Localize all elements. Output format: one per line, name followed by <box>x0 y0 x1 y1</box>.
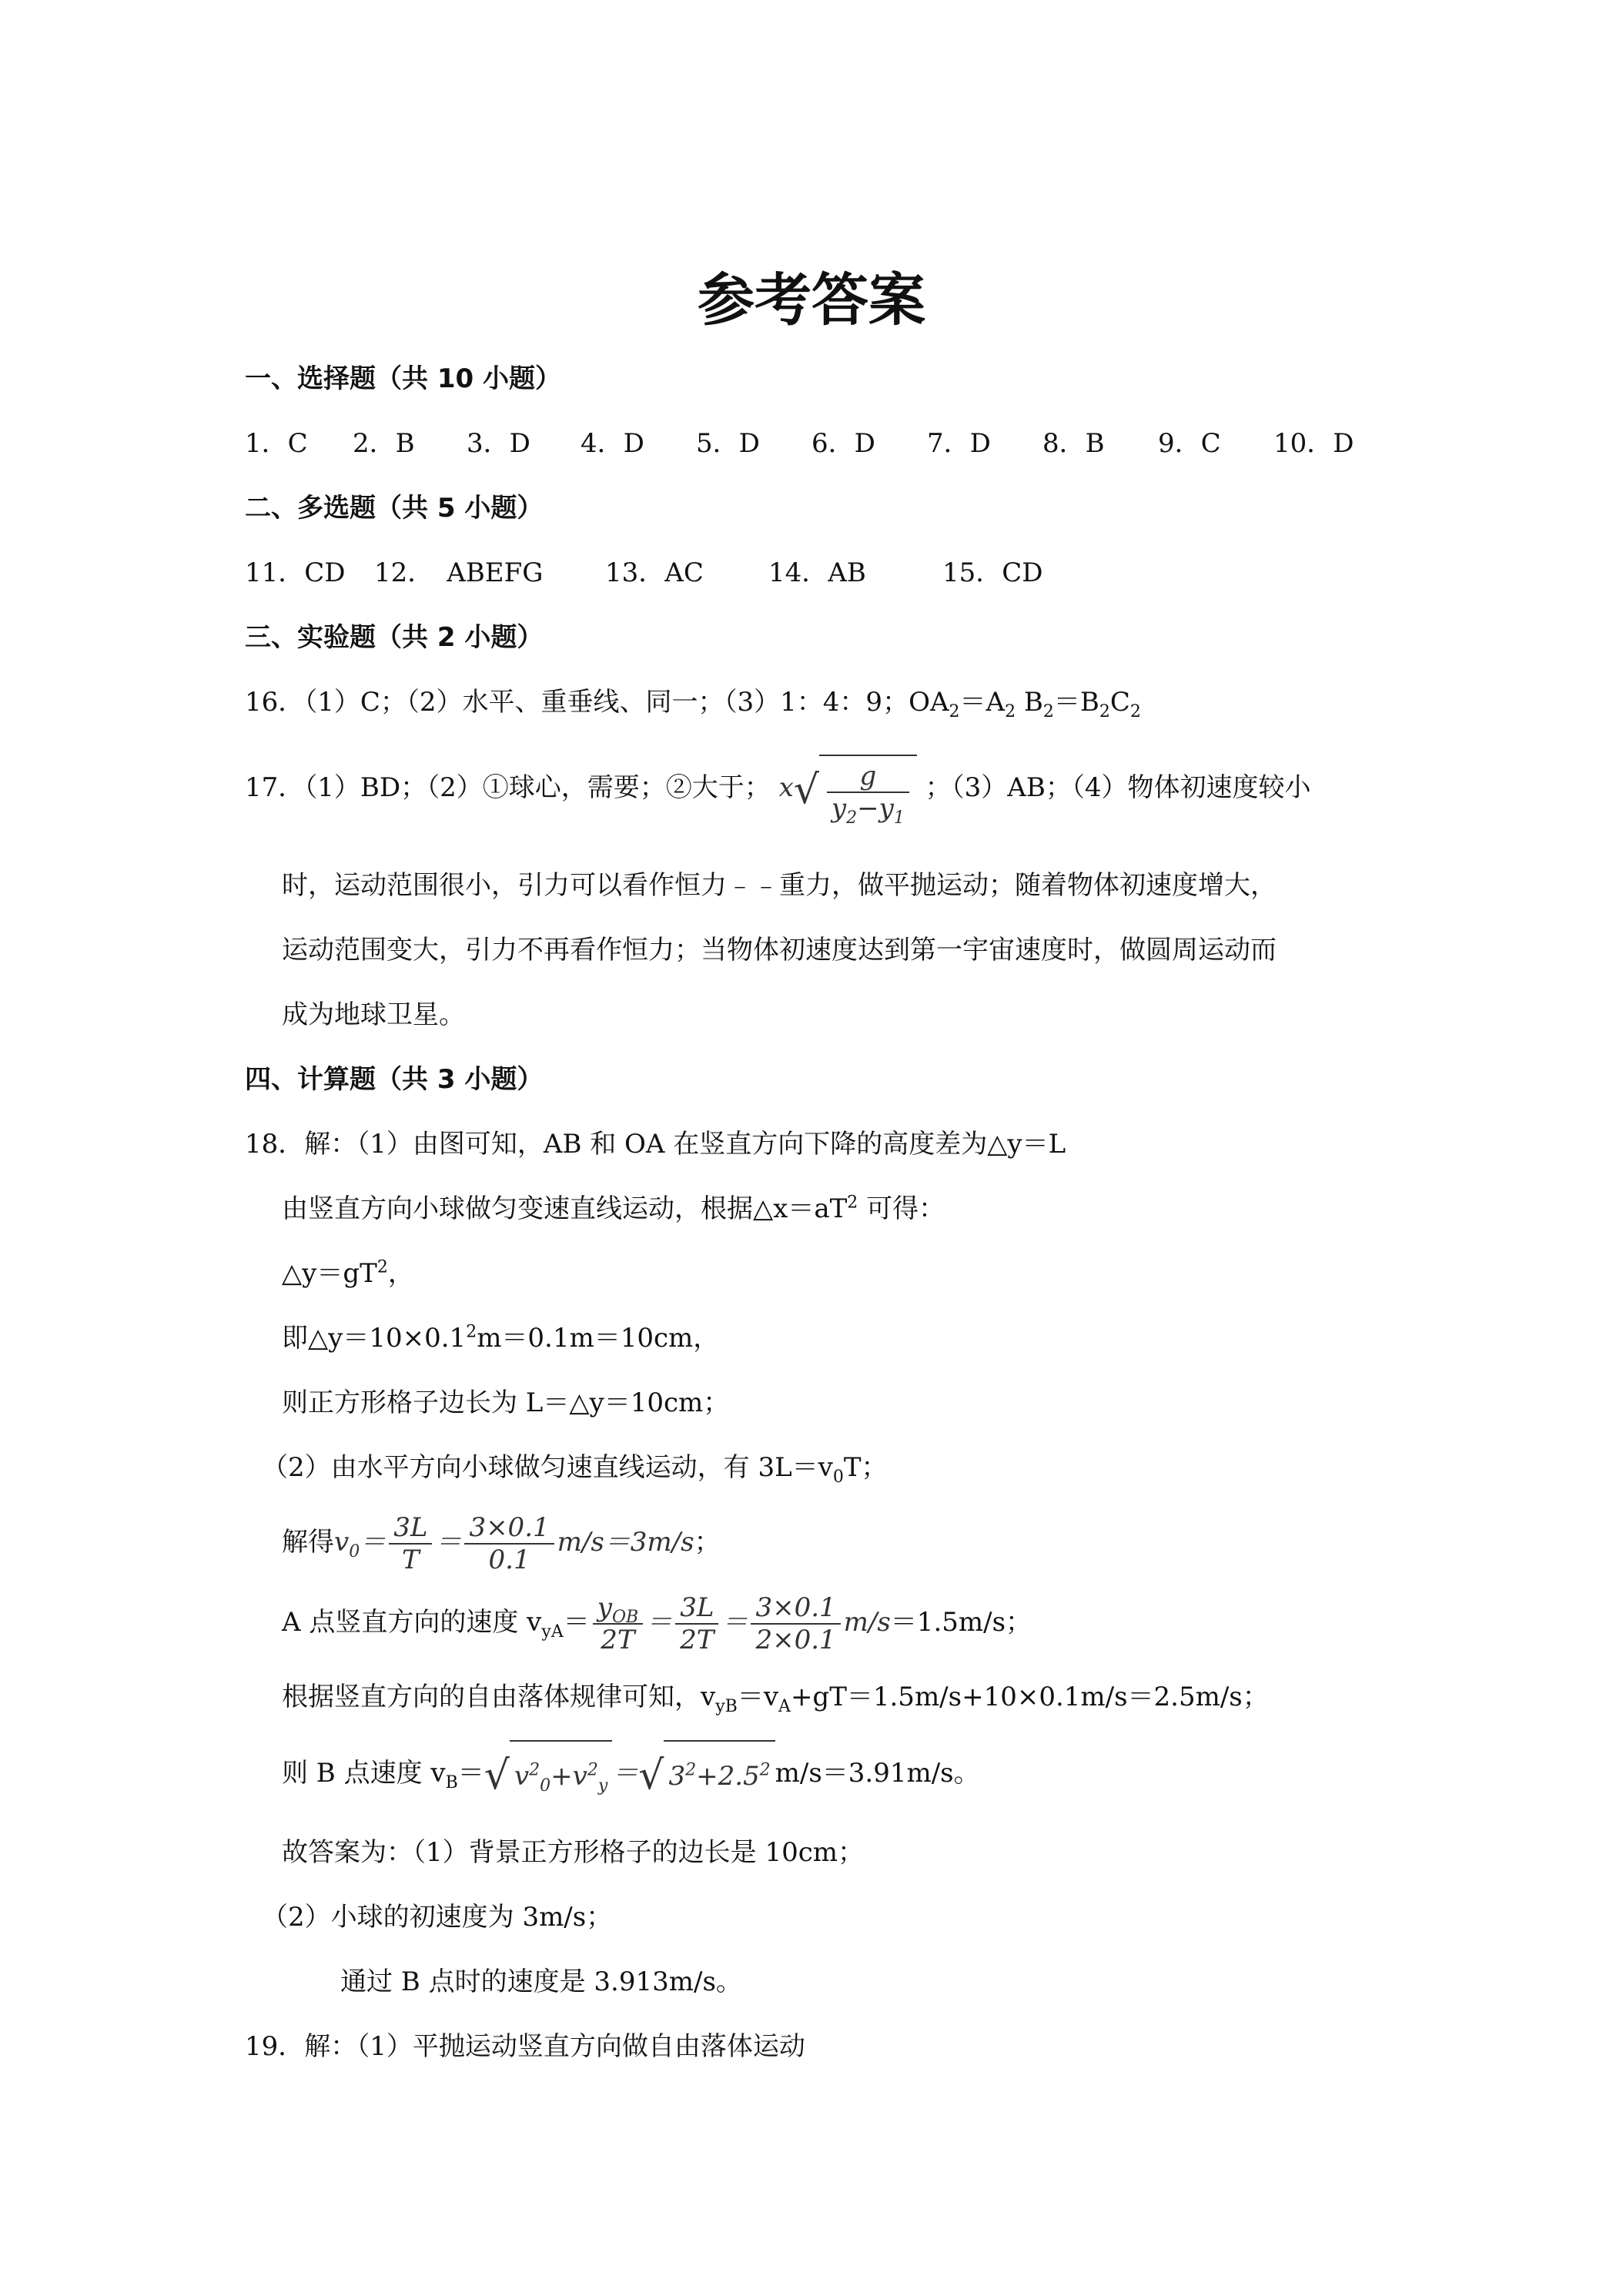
formula-var: 3 <box>668 1760 686 1792</box>
sqrt-formula: √ $\frac{g}{y_2-y_1}$ <box>794 754 917 825</box>
formula-numerator: y <box>597 1592 612 1623</box>
text: ＝1.5m/s； <box>890 1607 1032 1638</box>
answer-item: 3．D <box>467 428 530 459</box>
text: T； <box>843 1452 888 1483</box>
superscript: 2 <box>759 1760 771 1780</box>
formula-denominator: 0.1 <box>488 1545 530 1575</box>
formula-denominator: 2T <box>601 1625 635 1655</box>
q18-line5: 则正方形格子边长为 L＝△y＝10cm； <box>282 1387 730 1418</box>
text: 解得 <box>282 1527 334 1558</box>
q18-line11: 故答案为：（1）背景正方形格子的边长是 10cm； <box>282 1837 864 1868</box>
formula-denominator: 2×0.1 <box>755 1625 836 1655</box>
sqrt-formula: √ $v^2_0+v^2_y$ <box>484 1739 613 1811</box>
text: m＝0.1m＝10cm， <box>477 1323 720 1354</box>
choice-answers <box>245 428 1354 459</box>
answer-item: 13．AC <box>605 557 704 588</box>
text: ＝v <box>737 1682 779 1712</box>
formula-eq: ＝ <box>646 1607 673 1638</box>
formula-numerator: g <box>827 761 909 793</box>
subscript: 0 <box>540 1776 551 1796</box>
q17-line4: 成为地球卫星。 <box>282 999 465 1030</box>
text: ； <box>694 1527 721 1558</box>
formula-numerator: 3L <box>389 1512 432 1545</box>
formula-eq: ＝ <box>360 1527 387 1558</box>
page-title: 参考答案 <box>698 267 925 333</box>
q18-line2 <box>282 1193 945 1224</box>
q16-text: 16．（1）C；（2）水平、重垂线、同一；（3）1：4：9；OA <box>245 687 949 718</box>
text: 由竖直方向小球做匀变速直线运动，根据△x＝aT <box>282 1193 848 1224</box>
q18-line4 <box>282 1323 719 1354</box>
answer-item: 6．D <box>812 428 875 459</box>
formula-denominator: 2T <box>680 1625 714 1655</box>
subscript: OB <box>611 1607 639 1627</box>
subscript: 2 <box>949 701 960 721</box>
formula-unit: m/s <box>843 1607 891 1638</box>
q18-line13: 通过 B 点时的速度是 3.913m/s。 <box>340 1966 742 1997</box>
text: m/s＝3.91m/s。 <box>775 1758 980 1789</box>
answer-item: 11．CD <box>245 557 346 588</box>
formula-var: +v <box>550 1760 587 1792</box>
q17-answer <box>245 753 1311 828</box>
q18-line7 <box>282 1508 721 1577</box>
subscript: y <box>597 1776 608 1796</box>
formula-var: v <box>514 1760 530 1792</box>
superscript: 2 <box>685 1760 697 1780</box>
formula-numerator: 3×0.1 <box>751 1592 840 1625</box>
formula-var: y <box>878 792 894 824</box>
subscript: B <box>445 1772 458 1792</box>
superscript: 2 <box>529 1760 540 1780</box>
q17-text: 17．（1）BD；（2）①球心，需要；②大于； <box>245 772 771 803</box>
q18-line3 <box>282 1258 414 1289</box>
q17-line3: 运动范围变大，引力不再看作恒力；当物体初速度达到第一宇宙速度时，做圆周运动而 <box>282 935 1277 966</box>
superscript: 2 <box>376 1257 388 1277</box>
text: ＝ <box>563 1607 590 1638</box>
subscript: 1 <box>893 808 905 828</box>
answer-item: 14．AB <box>768 557 866 588</box>
subscript: 2 <box>1005 701 1016 721</box>
formula-eq: ＝ <box>721 1607 748 1638</box>
subscript: 2 <box>1099 701 1110 721</box>
formula-eq: ＝ <box>435 1527 462 1558</box>
section-choice-heading: 一、选择题（共 10 小题） <box>245 363 561 394</box>
q19-line1: 19．解：（1）平抛运动竖直方向做自由落体运动 <box>245 2031 805 2062</box>
formula-result: m/s＝3m/s <box>557 1527 694 1558</box>
q16-text: B <box>1016 687 1043 718</box>
subscript: 0 <box>832 1467 844 1487</box>
section-calc-heading: 四、计算题（共 3 小题） <box>245 1064 544 1095</box>
subscript: yB <box>715 1696 738 1716</box>
subscript: 0 <box>349 1541 360 1561</box>
section-experiment-heading: 三、实验题（共 2 小题） <box>245 622 544 653</box>
subscript: yA <box>541 1622 564 1642</box>
formula-x: x <box>778 772 794 803</box>
answer-item: 7．D <box>927 428 991 459</box>
formula-numerator: 3×0.1 <box>464 1512 554 1545</box>
superscript: 2 <box>587 1760 598 1780</box>
sqrt-formula: √ $3^2+2.5^2$ <box>638 1739 775 1811</box>
q18-line10 <box>282 1739 980 1808</box>
text: △y＝gT <box>282 1258 377 1289</box>
formula-eq: ＝ <box>612 1758 639 1789</box>
text: 即△y＝10×0.1 <box>282 1323 467 1354</box>
answer-item: 12． ABEFG <box>374 557 544 588</box>
answer-item: 9．C <box>1158 428 1221 459</box>
q18-line9 <box>282 1682 1269 1716</box>
text: ＝ <box>457 1758 484 1789</box>
text: 可得： <box>858 1193 945 1224</box>
subscript: 2 <box>846 808 858 828</box>
answer-item: 2．B <box>353 428 415 459</box>
subscript: A <box>778 1696 791 1716</box>
q16-text: ＝B <box>1053 687 1099 718</box>
q18-line8 <box>282 1588 1032 1657</box>
text: 则 B 点速度 v <box>282 1758 446 1789</box>
q18-line1: 18．解：（1）由图可知，AB 和 OA 在竖直方向下降的高度差为△y＝L <box>245 1129 1066 1160</box>
q16-text: C <box>1109 687 1130 718</box>
section-multi-heading: 二、多选题（共 5 小题） <box>245 493 544 524</box>
superscript: 2 <box>466 1322 477 1342</box>
formula-minus: − <box>857 792 879 824</box>
formula-var: v <box>334 1527 350 1558</box>
answer-item: 8．B <box>1042 428 1105 459</box>
text: （2）由水平方向小球做匀速直线运动，有 3L＝v <box>262 1452 833 1483</box>
q17-line2: 时，运动范围很小，引力可以看作恒力﹣﹣重力，做平抛运动；随着物体初速度增大， <box>282 870 1277 901</box>
text: A 点竖直方向的速度 v <box>282 1607 542 1638</box>
subscript: 2 <box>1042 701 1054 721</box>
q16-answer <box>245 687 1141 721</box>
text: 根据竖直方向的自由落体规律可知，v <box>282 1682 716 1712</box>
text: +gT＝1.5m/s+10×0.1m/s＝2.5m/s； <box>790 1682 1269 1712</box>
q18-line12: （2）小球的初速度为 3m/s； <box>262 1902 613 1933</box>
formula-numerator: 3L <box>675 1592 718 1625</box>
formula-var: y <box>831 792 847 824</box>
answer-item: 1．C <box>245 428 308 459</box>
answer-item: 5．D <box>696 428 760 459</box>
text: ， <box>387 1258 414 1289</box>
subscript: 2 <box>1129 701 1141 721</box>
q17-text: ；（3）AB；（4）物体初速度较小 <box>925 772 1311 803</box>
answer-item: 10．D <box>1273 428 1354 459</box>
formula-var: +2.5 <box>696 1760 760 1792</box>
superscript: 2 <box>847 1193 858 1213</box>
q16-text: ＝A <box>959 687 1006 718</box>
q18-line6 <box>262 1452 888 1487</box>
multi-answers <box>245 557 1043 588</box>
answer-item: 4．D <box>581 428 644 459</box>
formula-denominator: T <box>401 1545 420 1575</box>
answer-item: 15．CD <box>942 557 1043 588</box>
